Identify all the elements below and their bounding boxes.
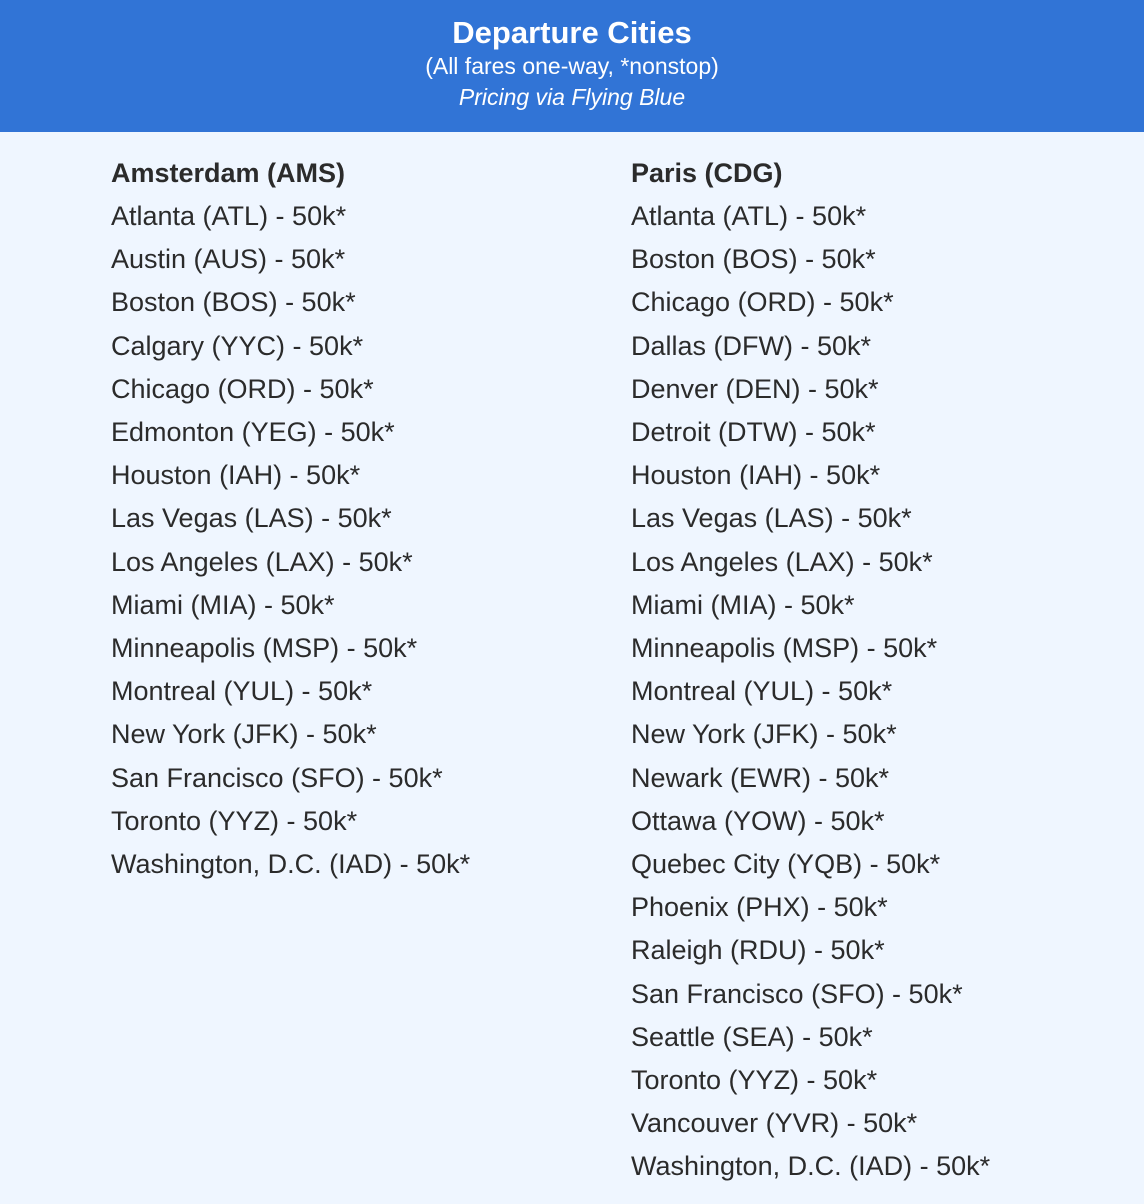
list-item: Las Vegas (LAS) - 50k* — [631, 503, 912, 534]
column-heading: Paris (CDG) — [631, 158, 783, 188]
list-item: Atlanta (ATL) - 50k* — [111, 201, 347, 231]
list-item: San Francisco (SFO) - 50k* — [111, 762, 443, 793]
list-item: Toronto (YYZ) - 50k* — [631, 1065, 878, 1096]
list-item: Minneapolis (MSP) - 50k* — [111, 633, 418, 664]
list-item: Austin (AUS) - 50k* — [111, 244, 346, 275]
list-item: Toronto (YYZ) - 50k* — [111, 805, 358, 836]
list-item: Raleigh (RDU) - 50k* — [631, 935, 885, 966]
list-item: Washington, D.C. (IAD) - 50k* — [111, 849, 471, 880]
pricing-source: Pricing via Flying Blue — [458, 84, 686, 110]
list-item: Detroit (DTW) - 50k* — [631, 417, 876, 448]
column-amsterdam — [111, 152, 611, 886]
list-item: New York (JFK) - 50k* — [631, 719, 897, 750]
list-item: Vancouver (YVR) - 50k* — [631, 1108, 918, 1139]
list-item: New York (JFK) - 50k* — [111, 719, 377, 750]
list-item: Minneapolis (MSP) - 50k* — [631, 633, 938, 664]
city-list — [631, 195, 1131, 1189]
column-paris — [631, 152, 1131, 1189]
list-item: San Francisco (SFO) - 50k* — [631, 978, 963, 1009]
page-title: Departure Cities — [452, 15, 692, 50]
list-item: Montreal (YUL) - 50k* — [111, 676, 373, 707]
list-item: Boston (BOS) - 50k* — [631, 244, 876, 275]
header-banner — [0, 0, 1144, 132]
list-item: Atlanta (ATL) - 50k* — [631, 201, 867, 231]
list-item: Dallas (DFW) - 50k* — [631, 330, 872, 361]
list-item: Chicago (ORD) - 50k* — [631, 287, 894, 318]
list-item: Miami (MIA) - 50k* — [631, 589, 855, 620]
list-item: Las Vegas (LAS) - 50k* — [111, 503, 392, 534]
column-heading: Amsterdam (AMS) — [111, 158, 346, 188]
list-item: Washington, D.C. (IAD) - 50k* — [631, 1151, 991, 1182]
list-item: Seattle (SEA) - 50k* — [631, 1021, 873, 1052]
list-item: Houston (IAH) - 50k* — [111, 460, 361, 491]
list-item: Denver (DEN) - 50k* — [631, 373, 879, 404]
list-item: Quebec City (YQB) - 50k* — [631, 849, 941, 880]
list-item: Chicago (ORD) - 50k* — [111, 373, 374, 404]
list-item: Los Angeles (LAX) - 50k* — [111, 546, 413, 577]
list-item: Miami (MIA) - 50k* — [111, 589, 335, 620]
list-item: Edmonton (YEG) - 50k* — [111, 417, 395, 448]
list-item: Calgary (YYC) - 50k* — [111, 330, 364, 361]
page-subtitle: (All fares one-way, *nonstop) — [425, 53, 719, 79]
list-item: Los Angeles (LAX) - 50k* — [631, 546, 933, 577]
list-item: Montreal (YUL) - 50k* — [631, 676, 893, 707]
list-item: Newark (EWR) - 50k* — [631, 762, 890, 793]
city-list — [111, 195, 611, 886]
list-item: Boston (BOS) - 50k* — [111, 287, 356, 318]
list-item: Phoenix (PHX) - 50k* — [631, 892, 888, 923]
list-item: Houston (IAH) - 50k* — [631, 460, 881, 491]
list-item: Ottawa (YOW) - 50k* — [631, 805, 885, 836]
